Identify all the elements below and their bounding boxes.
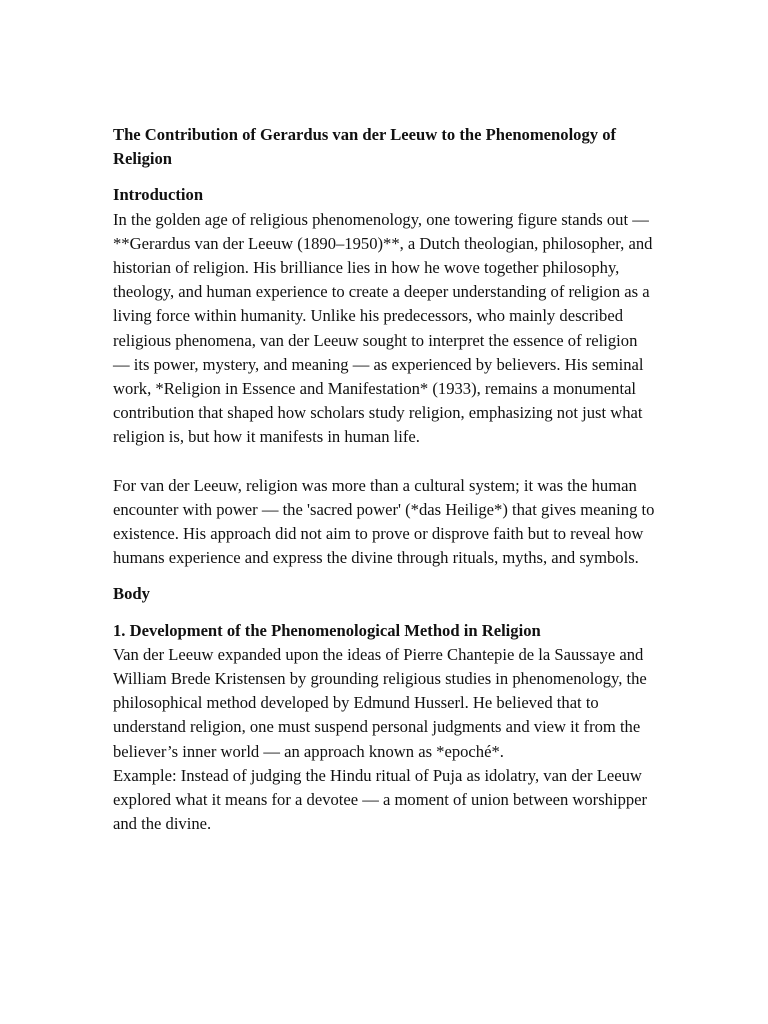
spacer	[113, 607, 658, 619]
document-title: The Contribution of Gerardus van der Leeuw to the Phenomenology of Religion	[113, 125, 617, 169]
spacer	[113, 450, 658, 474]
section-1-example: Example: Instead of judging the Hindu ritual of Puja as idolatry, van der Leeuw explored what it means for a devotee — a moment of union between worshipper and the divine.	[113, 765, 648, 834]
introduction-heading: Introduction	[113, 185, 204, 205]
spacer	[113, 570, 658, 582]
spacer	[113, 171, 658, 183]
body-heading: Body	[113, 584, 150, 604]
document-page	[113, 123, 658, 836]
section-1-paragraph: Van der Leeuw expanded upon the ideas of Pierre Chantepie de la Saussaye and William Brede Kristensen by grounding religious studies in phenomenology, the philosophical method developed by Edmund Husserl. He believed that to understand religion, one must suspend personal judgments and view it from the believer’s inner world — an approach known as *epoché*.	[113, 644, 647, 761]
introduction-paragraph-2: For van der Leeuw, religion was more than a cultural system; it was the human encounter with power — the 'sacred power' (*das Heilige*) that gives meaning to existence. His approach did not aim to prove or disprove faith but to reveal how humans experience and express the divine through rituals, myths, and symbols.	[113, 475, 655, 568]
section-1-heading: 1. Development of the Phenomenological Method in Religion	[113, 620, 541, 640]
introduction-paragraph-1: In the golden age of religious phenomenology, one towering figure stands out — **Gerardus van der Leeuw (1890–1950)**, a Dutch theologian, philosopher, and historian of religion. His brilliance lies in how he wove together philosophy, theology, and human experience to create a deeper understanding of religion as a living force within humanity. Unlike his predecessors, who mainly described religious phenomena, van der Leeuw sought to interpret the essence of religion — its power, mystery, and meaning — as experienced by believers. His seminal work, *Religion in Essence and Manifestation* (1933), remains a monumental contribution that shaped how scholars study religion, emphasizing not just what religion is, but how it manifests in human life.	[113, 209, 653, 447]
